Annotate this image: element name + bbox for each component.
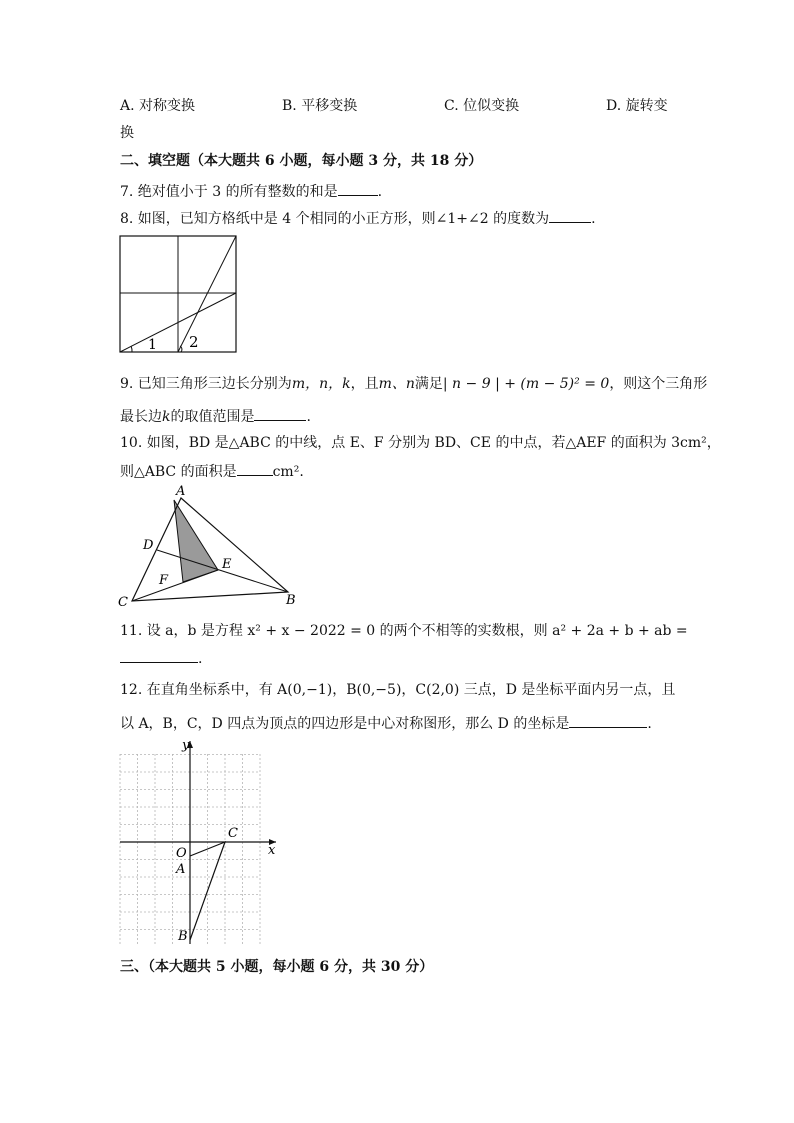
question-9-vars: m，n，k — [291, 376, 351, 392]
point-a-label: A — [176, 484, 186, 499]
point-e-label: E — [222, 557, 232, 572]
question-10-text: 则△ABC 的面积是 — [120, 464, 237, 480]
answer-blank[interactable] — [569, 713, 647, 728]
question-7-end: . — [377, 184, 383, 200]
question-9-text-f: 的取值范围是 — [170, 409, 255, 425]
point-b-label: B — [178, 929, 188, 944]
question-12-end: . — [647, 716, 652, 732]
question-12-text: 以 A，B，C，D 四点为顶点的四边形是中心对称图形，那么 D 的坐标是 — [120, 716, 570, 732]
question-9-line-2 — [120, 406, 311, 427]
question-7-text: 7. 绝对值小于 3 的所有整数的和是 — [120, 184, 338, 200]
triangle-abc-figure — [112, 484, 302, 612]
angle-1-label: 1 — [148, 337, 157, 353]
question-9-text-c: 满足 — [414, 376, 443, 392]
x-axis-label: x — [268, 843, 276, 858]
question-9-text-a: 9. 已知三角形三边长分别为 — [120, 376, 292, 392]
question-12-line-1: 12. 在直角坐标系中，有 A(0,−1)，B(0,−5)，C(2,0) 三点，D 是坐标平面内另一点，且 — [120, 682, 676, 698]
angle-2-label: 2 — [189, 333, 199, 351]
question-7 — [120, 181, 382, 202]
point-f-label: F — [159, 573, 169, 588]
question-9-vars2: m、n — [378, 376, 415, 392]
question-8-text: 8. 如图，已知方格纸中是 4 个相同的小正方形，则∠1+∠2 的度数为 — [120, 211, 550, 227]
question-10-line-2 — [120, 461, 304, 482]
y-axis-label: y — [182, 738, 190, 753]
option-d: D. 旋转变 — [606, 98, 668, 114]
answer-blank[interactable] — [254, 406, 306, 421]
question-11-line-1: 11. 设 a，b 是方程 x² + x − 2022 = 0 的两个不相等的实数根，则 a² + 2a + b + ab = — [120, 623, 688, 639]
triangle-abc — [190, 842, 225, 940]
answer-blank[interactable] — [237, 461, 273, 476]
question-9-formula: | n − 9 | + (m − 5)² = 0 — [442, 376, 610, 392]
point-d-label: D — [143, 538, 154, 553]
question-9-end: . — [306, 409, 311, 425]
point-b-label: B — [286, 593, 296, 608]
question-8-end: . — [591, 211, 596, 227]
grid-angle-figure — [118, 234, 240, 356]
option-c: C. 位似变换 — [444, 98, 520, 114]
answer-blank[interactable] — [549, 208, 591, 223]
question-9-k: k — [162, 409, 171, 425]
question-11-line-2 — [120, 648, 202, 669]
answer-blank[interactable] — [338, 181, 378, 196]
section-2-heading: 二、填空题（本大题共 6 小题，每小题 3 分，共 18 分） — [120, 153, 483, 169]
origin-label: O — [176, 846, 187, 861]
section-3-heading: 三、（本大题共 5 小题，每小题 6 分，共 30 分） — [120, 959, 434, 975]
option-d-wrap: 换 — [120, 125, 134, 141]
point-a-label: A — [176, 862, 186, 877]
question-8 — [120, 208, 596, 229]
question-10-unit: cm². — [272, 464, 304, 480]
question-10-line-1: 10. 如图，BD 是△ABC 的中线，点 E、F 分别为 BD、CE 的中点，若△AEF 的面积为 3cm²， — [120, 435, 721, 451]
option-a: A. 对称变换 — [120, 98, 196, 114]
point-c-label: C — [118, 595, 128, 610]
question-9-text-b: ，且 — [350, 376, 379, 392]
option-b: B. 平移变换 — [282, 98, 358, 114]
question-12-line-2 — [120, 713, 652, 734]
question-9-text-d: ，则这个三角形 — [609, 376, 708, 392]
question-9-line-1 — [120, 374, 707, 394]
coordinate-grid-figure — [112, 736, 282, 950]
question-9-text-e: 最长边 — [120, 409, 162, 425]
point-c-label: C — [228, 826, 238, 841]
question-11-end: . — [198, 651, 203, 667]
answer-blank[interactable] — [120, 648, 198, 663]
